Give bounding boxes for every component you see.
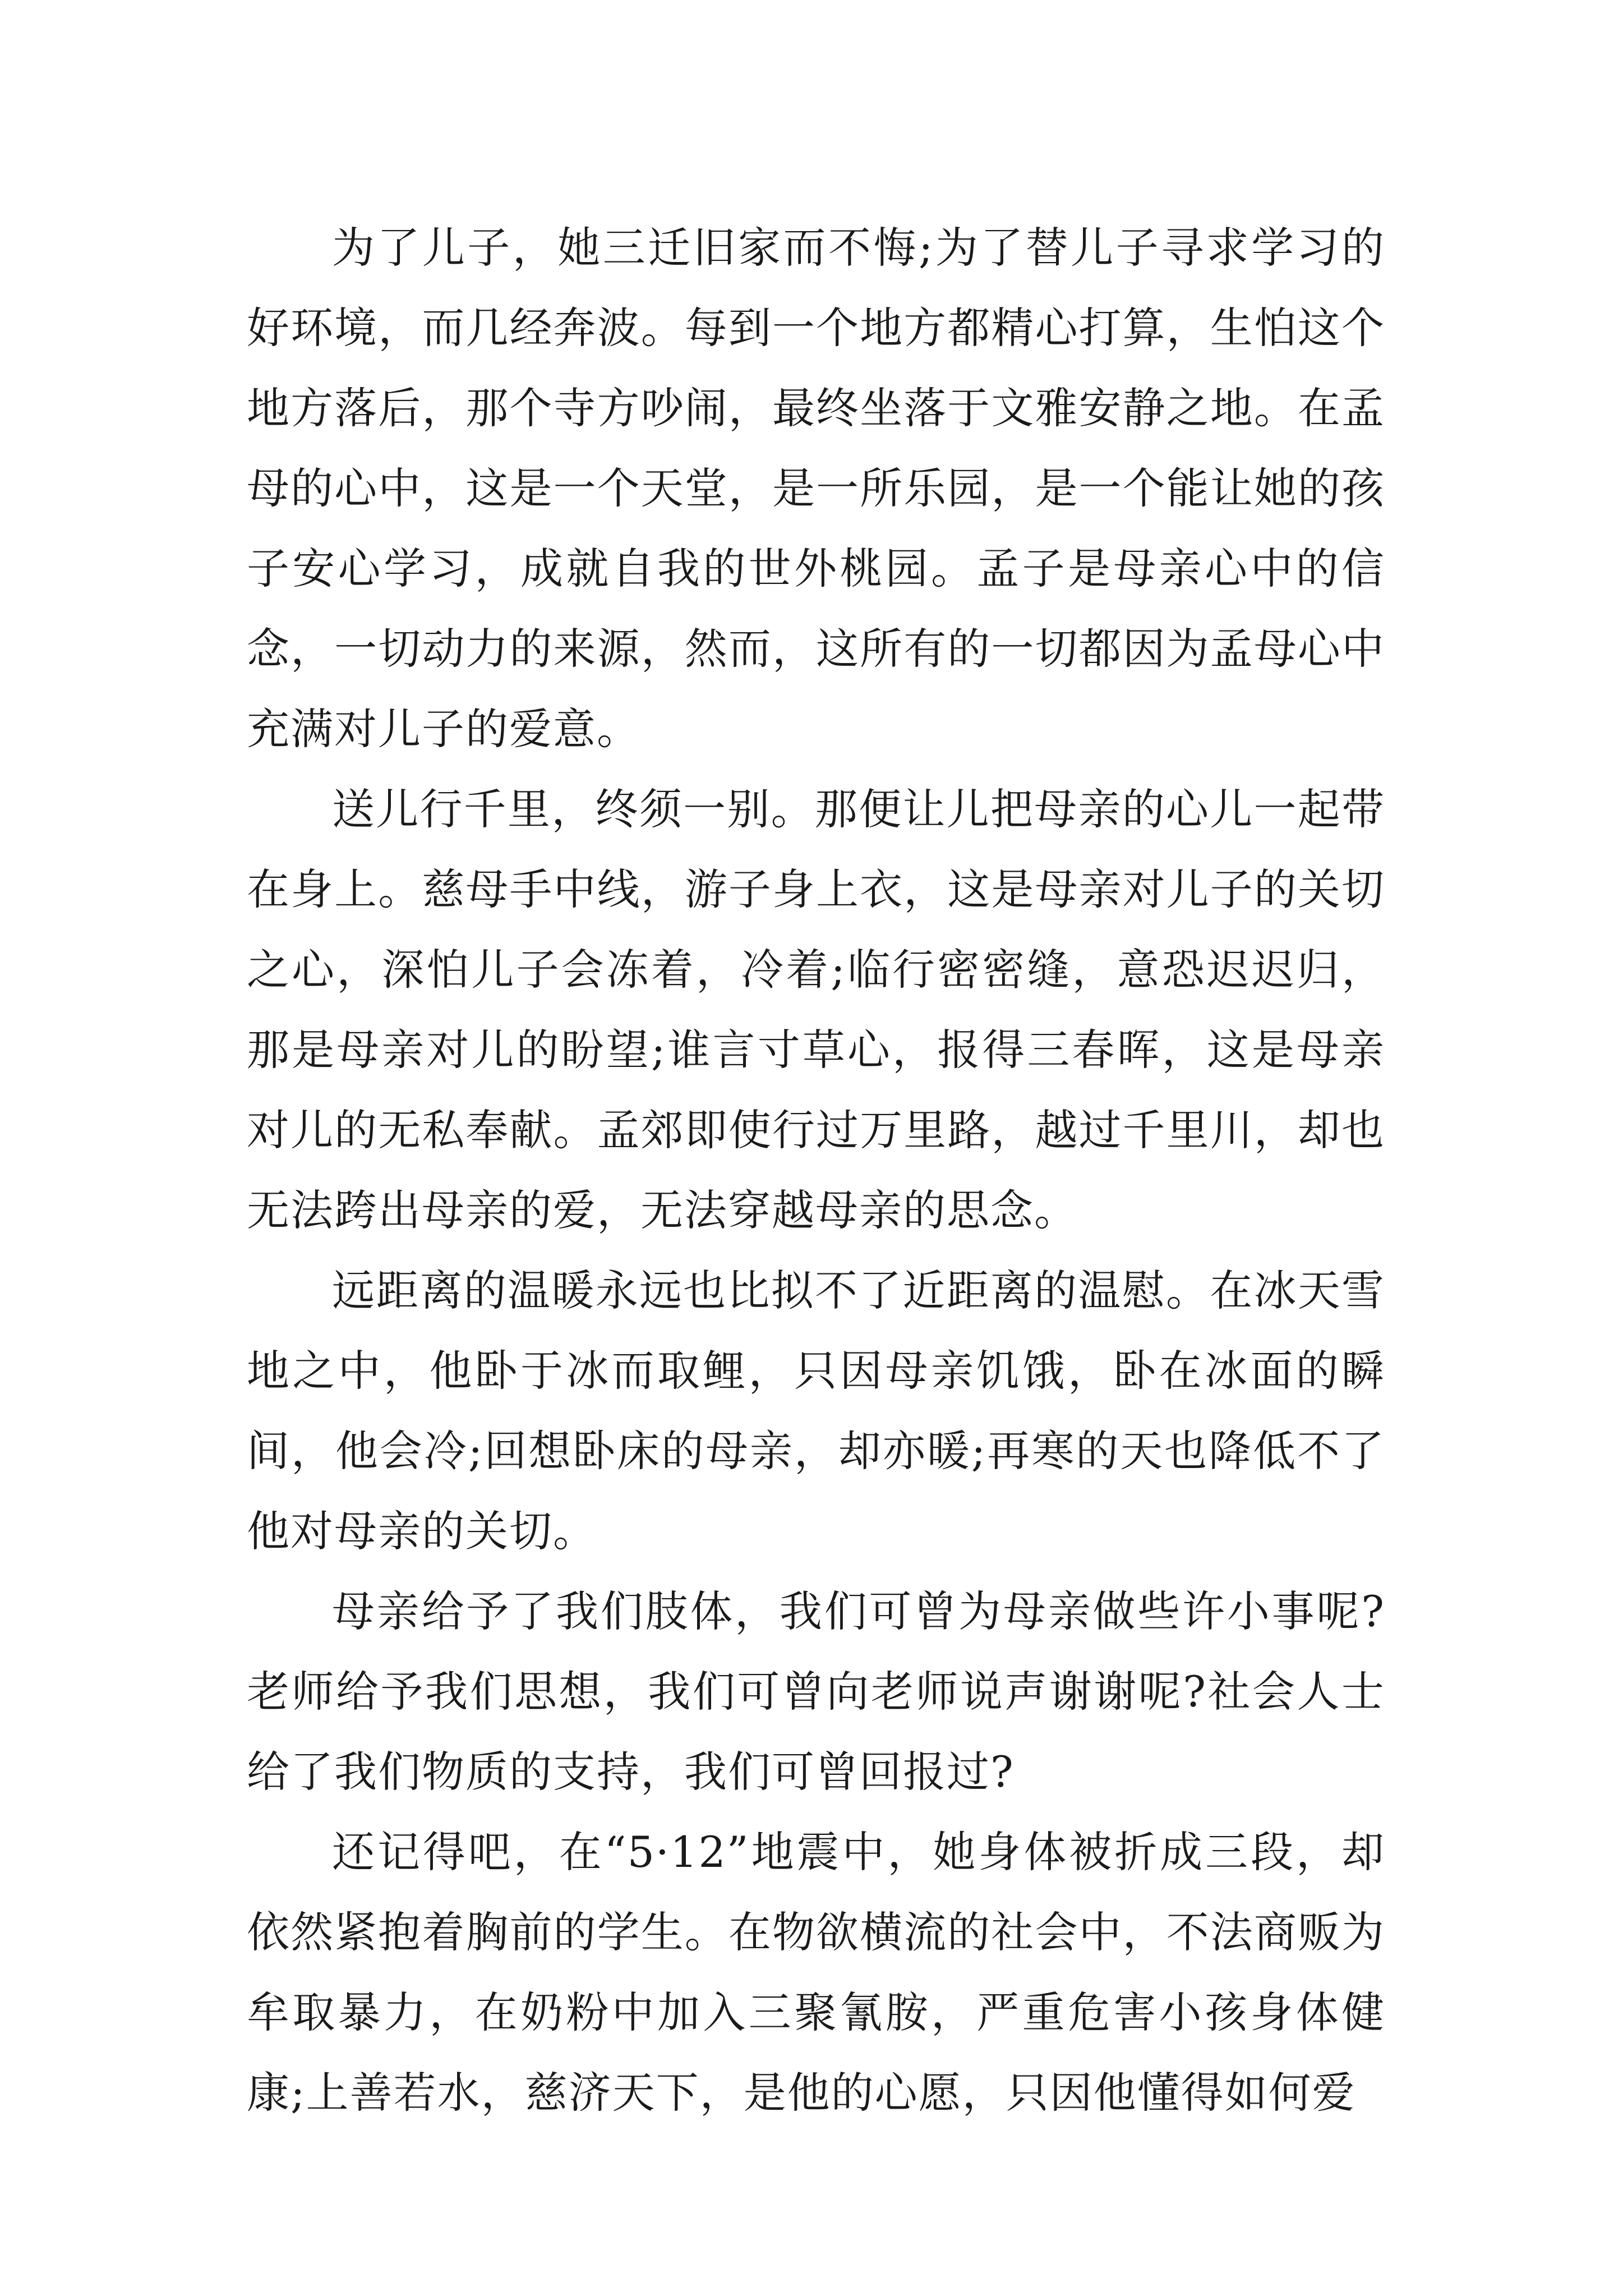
paragraph-3: 远距离的温暖永远也比拟不了近距离的温慰。在冰天雪地之中，他卧于冰而取鲤，只因母亲饥饿，卧在冰面的瞬间，他会冷;回想卧床的母亲，却亦暖;再寒的天也降低不了他对母亲的关切。: [247, 1266, 1385, 1556]
document-body: [247, 208, 1385, 2133]
paragraph-4: 母亲给予了我们肢体，我们可曾为母亲做些许小事呢?老师给予我们思想，我们可曾向老师说声谢谢呢?社会人士给了我们物质的支持，我们可曾回报过?: [247, 1586, 1385, 1797]
paragraph-1: 为了儿子，她三迁旧家而不悔;为了替儿子寻求学习的好环境，而几经奔波。每到一个地方都精心打算，生怕这个地方落后，那个寺方吵闹，最终坐落于文雅安静之地。在孟母的心中，这是一个天堂，是一所乐园，是一个能让她的孩子安心学习，成就自我的世外桃园。孟子是母亲心中的信念，一切动力的来源，然而，这所有的一切都因为孟母心中充满对儿子的爱意。: [247, 223, 1385, 754]
paragraph-2: 送儿行千里，终须一别。那便让儿把母亲的心儿一起带在身上。慈母手中线，游子身上衣，这是母亲对儿子的关切之心，深怕儿子会冻着，冷着;临行密密缝，意恐迟迟归，那是母亲对儿的盼望;谁言寸草心，报得三春晖，这是母亲对儿的无私奉献。孟郊即使行过万里路，越过千里川，却也无法跨出母亲的爱，无法穿越母亲的思念。: [247, 784, 1385, 1235]
paragraph-5: 还记得吧，在“5·12”地震中，她身体被折成三段，却依然紧抱着胸前的学生。在物欲横流的社会中，不法商贩为牟取暴力，在奶粉中加入三聚氰胺，严重危害小孩身体健康;上善若水，慈济天下，是他的心愿，只因他懂得如何爱: [247, 1827, 1385, 2118]
